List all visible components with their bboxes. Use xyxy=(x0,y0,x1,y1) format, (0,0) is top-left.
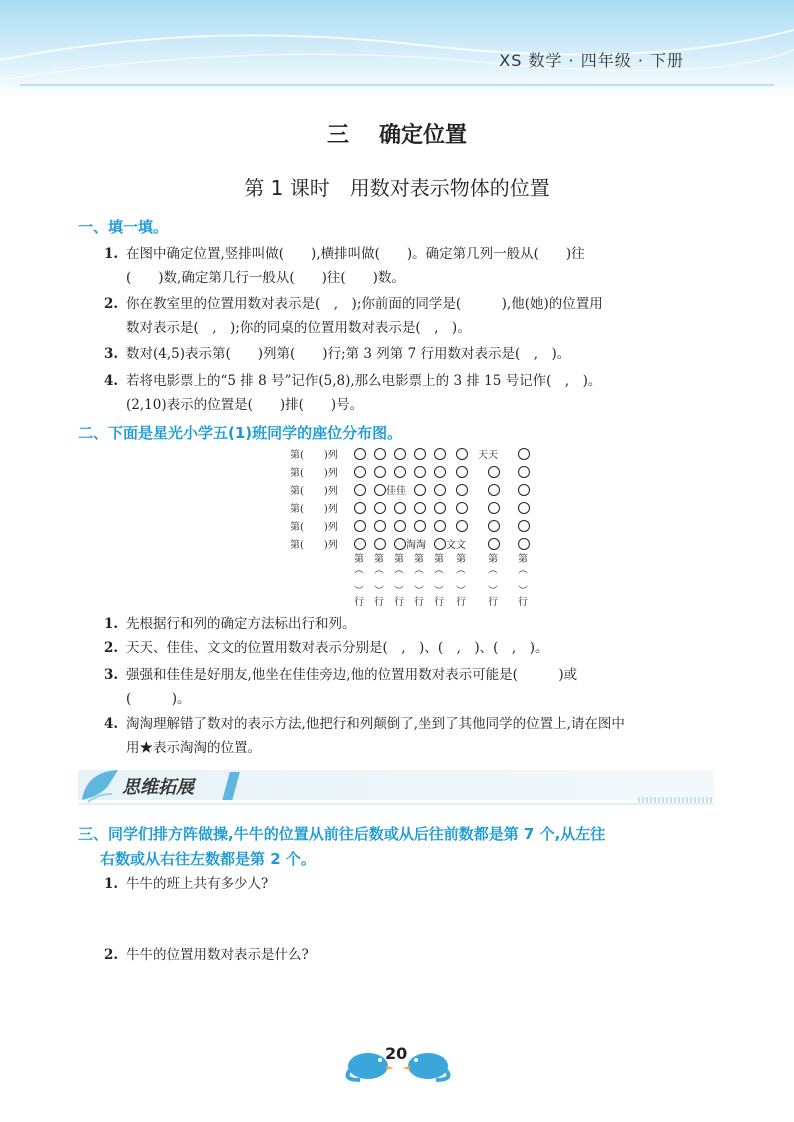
question-number: 4. xyxy=(104,373,119,389)
seat-circle xyxy=(394,466,406,478)
seat-circle xyxy=(414,502,426,514)
question-line: 在图中确定位置,竖排叫做( ),横排叫做( )。确定第几列一般从( )往 xyxy=(126,246,585,262)
seat-circle xyxy=(414,520,426,532)
seat-circle xyxy=(354,520,366,532)
seat-circle xyxy=(518,448,530,460)
section3-title xyxy=(78,822,728,872)
question-line: ( )。 xyxy=(126,691,191,707)
seat-circle xyxy=(456,448,468,460)
question-number: 2. xyxy=(104,947,119,963)
seat-circle xyxy=(518,520,530,532)
seat-circle xyxy=(456,520,468,532)
lesson-number: 第 1 课时 xyxy=(244,176,330,200)
s3-question-1 xyxy=(104,872,724,896)
chapter-number: 三 xyxy=(326,123,349,148)
question-line: 强强和佳佳是好朋友,他坐在佳佳旁边,他的位置用数对表示可能是( )或 xyxy=(126,667,578,683)
seat-circle xyxy=(414,484,426,496)
row-label: 第( )列 xyxy=(290,450,338,461)
seat-circle xyxy=(394,520,406,532)
seat-circle xyxy=(518,466,530,478)
column-label: 第 ︵ ︶ 行 xyxy=(374,554,384,608)
seat-circle xyxy=(488,502,500,514)
seat-circle xyxy=(434,484,446,496)
question-number: 4. xyxy=(104,716,119,732)
s2-question-2 xyxy=(104,636,724,660)
seat-circle xyxy=(414,448,426,460)
chapter-title xyxy=(0,118,794,149)
seat-circle xyxy=(374,502,386,514)
seat-circle xyxy=(414,466,426,478)
banner-title: 思维拓展 xyxy=(122,777,194,798)
seat-circle xyxy=(374,448,386,460)
seat-circle xyxy=(518,538,530,550)
s1-question-4 xyxy=(104,369,724,417)
seat-circle xyxy=(456,484,468,496)
column-label: 第 ︵ ︶ 行 xyxy=(456,554,466,608)
question-line: 你在教室里的位置用数对表示是( , );你前面的同学是( ),他(她)的位置用 xyxy=(126,296,603,312)
column-label: 第 ︵ ︶ 行 xyxy=(434,554,444,608)
seat-circle xyxy=(434,538,446,550)
name-jiajia: 佳佳 xyxy=(386,486,406,497)
seat-circle xyxy=(456,502,468,514)
page-number: 20 xyxy=(385,1044,408,1063)
question-number: 3. xyxy=(104,667,119,683)
question-number: 3. xyxy=(104,346,119,362)
question-number: 1. xyxy=(104,876,119,892)
seat-circle xyxy=(354,466,366,478)
seat-circle xyxy=(488,466,500,478)
question-line: 淘淘理解错了数对的表示方法,他把行和列颠倒了,坐到了其他同学的位置上,请在图中 xyxy=(126,716,625,732)
name-wenwen: 文文 xyxy=(446,540,466,551)
s1-question-2 xyxy=(104,292,724,340)
seat-circle xyxy=(518,502,530,514)
seat-circle xyxy=(456,466,468,478)
seat-circle xyxy=(488,484,500,496)
question-line: 数对表示是( , );你的同桌的位置用数对表示是( , )。 xyxy=(126,320,471,336)
seat-chart xyxy=(290,442,540,612)
row-label: 第( )列 xyxy=(290,540,338,551)
section3-title-line: 右数或从右往左数都是第 2 个。 xyxy=(100,850,316,868)
question-line: 若将电影票上的“5 排 8 号”记作(5,8),那么电影票上的 3 排 15 号记作( , )。 xyxy=(126,373,602,389)
seat-circle xyxy=(354,448,366,460)
seat-circle xyxy=(488,520,500,532)
name-tiantian: 天天 xyxy=(478,450,498,461)
seat-circle xyxy=(374,520,386,532)
column-label: 第 ︵ ︶ 行 xyxy=(394,554,404,608)
row-label: 第( )列 xyxy=(290,522,338,533)
extension-banner xyxy=(78,764,714,804)
seat-circle xyxy=(434,520,446,532)
question-line: 牛牛的班上共有多少人? xyxy=(126,876,269,892)
question-line: 先根据行和列的确定方法标出行和列。 xyxy=(126,616,356,632)
chapter-name: 确定位置 xyxy=(379,123,468,148)
seat-circle xyxy=(374,484,386,496)
column-label: 第 ︵ ︶ 行 xyxy=(414,554,424,608)
lesson-title xyxy=(0,172,794,201)
question-line: (2,10)表示的位置是( )排( )号。 xyxy=(126,397,364,413)
question-line: 用★表示淘淘的位置。 xyxy=(126,740,261,756)
section3-title-line: 三、同学们排方阵做操,牛牛的位置从前往后数或从后往前数都是第 7 个,从左往 xyxy=(78,825,606,843)
lesson-name: 用数对表示物体的位置 xyxy=(349,176,550,200)
question-line: 数对(4,5)表示第( )列第( )行;第 3 列第 7 行用数对表示是( , )。 xyxy=(126,346,571,362)
s3-question-2 xyxy=(104,943,724,967)
s2-question-1 xyxy=(104,612,724,636)
header-book-title: XS 数学 · 四年级 · 下册 xyxy=(499,51,684,70)
seat-circle xyxy=(374,538,386,550)
section1-title: 一、填一填。 xyxy=(78,218,169,236)
name-taotao: 淘淘 xyxy=(406,540,426,551)
seat-circle xyxy=(434,502,446,514)
seat-circle xyxy=(434,466,446,478)
seat-circle xyxy=(354,538,366,550)
seat-circle xyxy=(374,466,386,478)
seat-circle xyxy=(518,484,530,496)
row-label: 第( )列 xyxy=(290,468,338,479)
question-line: ( )数,确定第几行一般从( )往( )数。 xyxy=(126,270,405,286)
column-label: 第 ︵ ︶ 行 xyxy=(488,554,498,608)
s1-question-3 xyxy=(104,342,724,366)
s1-question-1 xyxy=(104,242,724,290)
question-number: 1. xyxy=(104,246,119,262)
question-line: 牛牛的位置用数对表示是什么? xyxy=(126,947,309,963)
seat-circle xyxy=(488,538,500,550)
s2-question-3 xyxy=(104,663,724,711)
section2-title: 二、下面是星光小学五(1)班同学的座位分布图。 xyxy=(78,424,403,442)
question-number: 2. xyxy=(104,640,119,656)
column-label: 第 ︵ ︶ 行 xyxy=(354,554,364,608)
seat-circle xyxy=(394,502,406,514)
question-number: 1. xyxy=(104,616,119,632)
seat-circle xyxy=(434,448,446,460)
row-label: 第( )列 xyxy=(290,504,338,515)
s2-question-4 xyxy=(104,712,724,760)
question-number: 2. xyxy=(104,296,119,312)
question-line: 天天、佳佳、文文的位置用数对表示分别是( , )、( , )、( , )。 xyxy=(126,640,549,656)
seat-circle xyxy=(394,538,406,550)
row-label: 第( )列 xyxy=(290,486,338,497)
column-label: 第 ︵ ︶ 行 xyxy=(518,554,528,608)
seat-circle xyxy=(354,502,366,514)
seat-circle xyxy=(354,484,366,496)
seat-circle xyxy=(394,448,406,460)
